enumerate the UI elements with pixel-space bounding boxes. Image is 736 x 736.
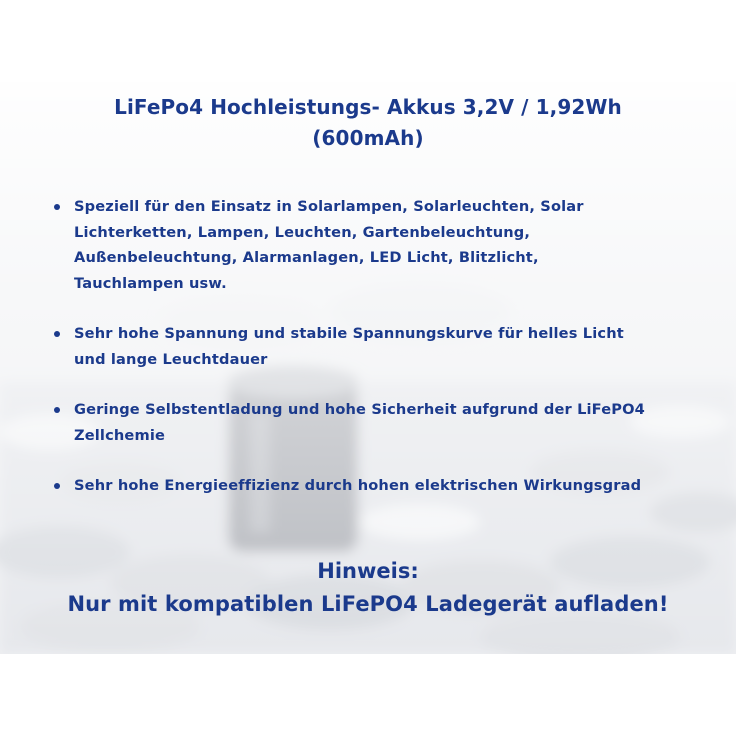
product-title — [40, 92, 696, 154]
feature-item-efficiency — [52, 473, 712, 499]
feature-line: Sehr hohe Spannung und stabile Spannungskurve für helles Licht — [74, 325, 624, 342]
feature-line: Tauchlampen usw. — [74, 274, 227, 292]
feature-line: Geringe Selbstentladung und hohe Sicherheit aufgrund der LiFePO4 — [74, 401, 645, 418]
feature-line: Lichterketten, Lampen, Leuchten, Gartenbeleuchtung, — [74, 223, 531, 241]
feature-item-voltage — [52, 321, 712, 372]
feature-line: Sehr hohe Energieeffizienz durch hohen elektrischen Wirkungsgrad — [74, 477, 642, 494]
text-content — [0, 82, 736, 654]
title-line-1: LiFePo4 Hochleistungs- Akkus 3,2V / 1,92Wh — [114, 95, 622, 119]
title-line-2: (600mAh) — [312, 126, 424, 150]
bullet-icon — [54, 204, 60, 210]
feature-line: Zellchemie — [74, 426, 166, 444]
feature-line: Außenbeleuchtung, Alarmanlagen, LED Licht, Blitzlicht, — [74, 249, 539, 266]
feature-line: und lange Leuchtdauer — [74, 350, 268, 368]
note-heading: Hinweis: — [317, 559, 419, 583]
info-panel — [0, 82, 736, 654]
feature-item-safety — [52, 397, 712, 448]
feature-item-usage — [52, 194, 712, 296]
bullet-icon — [54, 407, 60, 413]
bullet-icon — [54, 331, 60, 337]
note-text: Nur mit kompatiblen LiFePO4 Ladegerät aufladen! — [67, 592, 669, 616]
feature-line: Speziell für den Einsatz in Solarlampen, Solarleuchten, Solar — [74, 198, 584, 215]
feature-list — [52, 194, 712, 499]
bullet-icon — [54, 483, 60, 489]
